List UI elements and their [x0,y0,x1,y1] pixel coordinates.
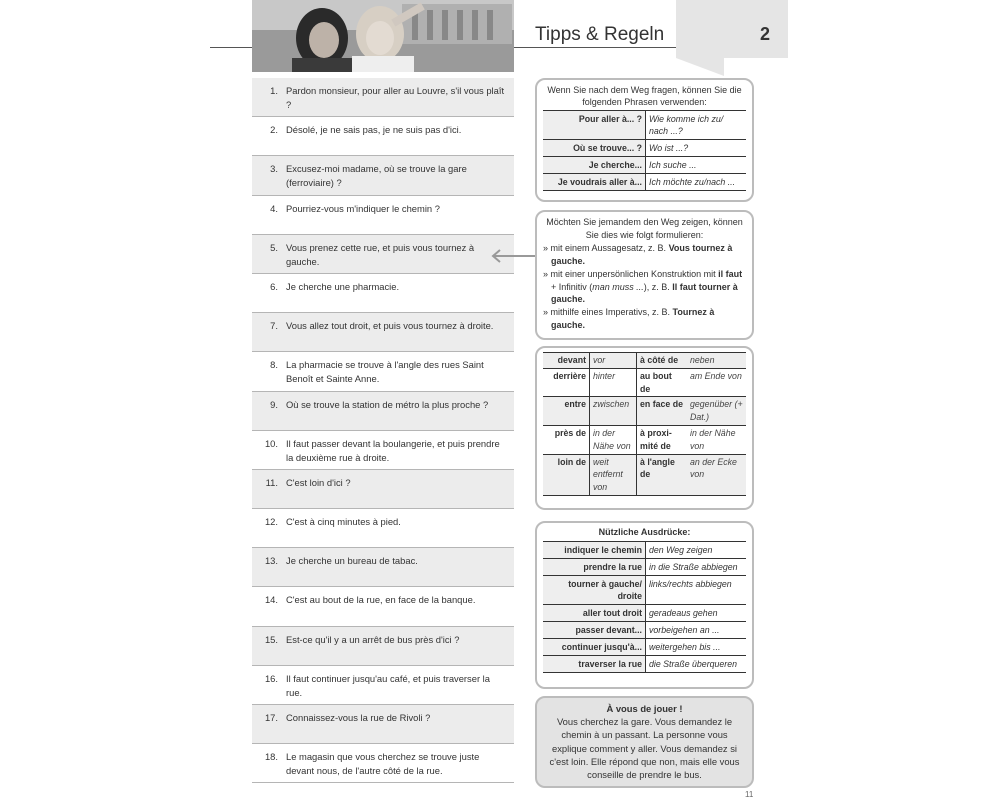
header-rule-title [514,47,676,48]
list-item: 10. Il faut passer devant la boulangerie, et puis prendre la deuxième rue à droite. [252,431,514,470]
useful-expressions-box [535,521,754,689]
list-item: 5. Vous prenez cette rue, et puis vous tournez à gauche. [252,235,514,274]
list-item: 14. C'est au bout de la rue, en face de la banque. [252,587,514,626]
table-row: aller tout droit geradeaus gehen [543,605,746,622]
table-row: prendre la rue in die Straße abbiegen [543,559,746,576]
list-item: 15. Est-ce qu'il y a un arrêt de bus près d'ici ? [252,627,514,666]
table-row: Je cherche... Ich suche ... [543,157,746,174]
chapter-tab [676,0,788,58]
show-way-intro: Möchten Sie jemandem den Weg zeigen, können Sie dies wie folgt formulieren: [546,217,743,240]
table-row: traverser la rue die Straße überqueren [543,656,746,673]
ask-way-intro: Wenn Sie nach dem Weg fragen, können Sie die folgenden Phrasen verwenden: [547,85,742,107]
chapter-number: 2 [760,24,771,44]
chapter-tab-pointer [676,58,724,76]
list-item: 3. Excusez-moi madame, où se trouve la gare (ferroviaire) ? [252,156,514,195]
list-item: 13. Je cherche un bureau de tabac. [252,548,514,587]
role-play-box [535,696,754,788]
ask-way-table [543,110,746,191]
list-item: 11. C'est loin d'ici ? [252,470,514,509]
list-item: 1. Pardon monsieur, pour aller au Louvre, s'il vous plaît ? [252,78,514,117]
table-row: devant vor à côté de neben [543,353,746,369]
table-row: loin de weit entfernt von à l'angle de an der Ecke von [543,454,746,495]
list-item: 17. Connaissez-vous la rue de Rivoli ? [252,705,514,744]
show-way-box [535,210,754,340]
prepositions-table [543,352,746,496]
pointer-arrow-icon [490,249,538,263]
sentence-list [252,78,514,783]
ask-way-box [535,78,754,202]
page-title: Tipps & Regeln [535,24,665,45]
list-item: 2. Désolé, je ne sais pas, je ne suis pas d'ici. [252,117,514,156]
list-item: 12. C'est à cinq minutes à pied. [252,509,514,548]
list-item: 18. Le magasin que vous cherchez se trouve juste devant nous, de l'autre côté de la rue. [252,744,514,783]
show-way-item: » mithilfe eines Imperativs, z. B. Tournez à gauche. [543,307,715,331]
table-row: Pour aller à... ? Wie komme ich zu/ nach ...? [543,111,746,140]
show-way-item: » mit einem Aussagesatz, z. B. Vous tournez à gauche. [543,242,733,266]
table-row: entre zwischen en face de gegenüber (+ Dat.) [543,397,746,426]
table-row: Je voudrais aller à... Ich möchte zu/nach ... [543,174,746,191]
table-row: passer devant... vorbeigehen an ... [543,622,746,639]
list-item: 6. Je cherche une pharmacie. [252,274,514,313]
table-row: près de in der Nähe von à proxi-mité de in der Nähe von [543,425,746,454]
table-row: derrière hinter au bout de am Ende von [543,368,746,397]
show-way-item: » mit einer unpersönlichen Konstruktion mit il faut + Infinitiv (man muss ...), z. B. Il faut tourner à gauche. [543,268,743,305]
useful-expressions-table [543,541,746,673]
prepositions-box [535,346,754,510]
useful-expressions-title: Nützliche Ausdrücke: [598,527,691,537]
header-rule-left [210,47,252,48]
list-item: 9. Où se trouve la station de métro la plus proche ? [252,392,514,431]
header-photo [252,0,514,72]
list-item: 16. Il faut continuer jusqu'au café, et puis traverser la rue. [252,666,514,705]
list-item: 7. Vous allez tout droit, et puis vous tournez à droite. [252,313,514,352]
table-row: continuer jusqu'à... weitergehen bis ... [543,639,746,656]
table-row: indiquer le chemin den Weg zeigen [543,542,746,559]
table-row: tourner à gauche/ droite links/rechts abbiegen [543,576,746,605]
role-play-title: À vous de jouer ! [606,703,683,714]
table-row: Où se trouve... ? Wo ist ...? [543,140,746,157]
role-play-text: Vous cherchez la gare. Vous demandez le chemin à un passant. La personne vous explique comment y aller. Vous demandez si c'est loin. Elle répond que non, mais elle vous conseille de prendre le bus. [549,716,740,781]
list-item: 4. Pourriez-vous m'indiquer le chemin ? [252,196,514,235]
page-number: 11 [745,790,754,799]
list-item: 8. La pharmacie se trouve à l'angle des rues Saint Benoît et Sainte Anne. [252,352,514,391]
